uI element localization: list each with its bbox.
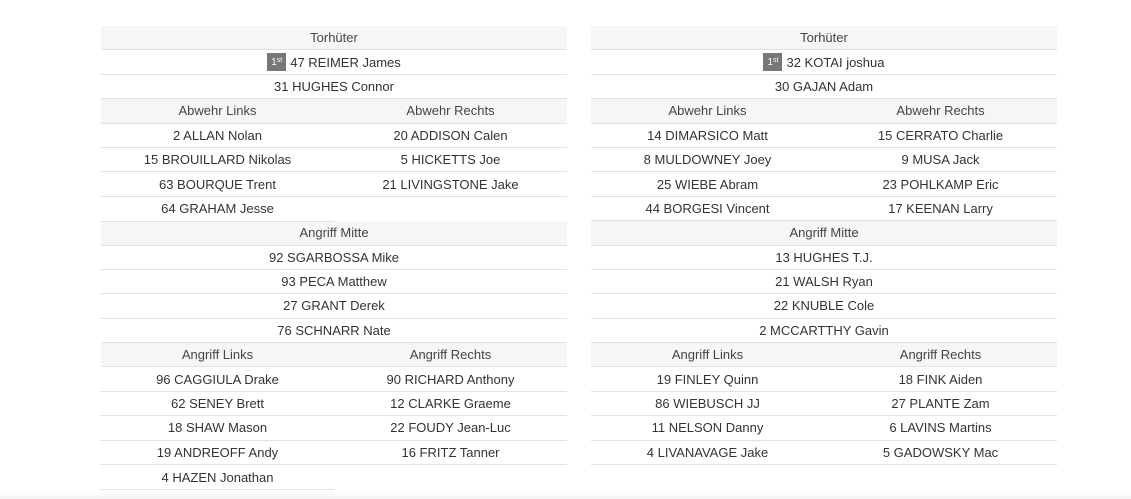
defense-left-header: Abwehr Links: [178, 103, 257, 119]
center-row: [101, 270, 567, 294]
player-name[interactable]: 86 WIEBUSCH JJ: [655, 396, 760, 412]
player-name[interactable]: 32 KOTAI joshua: [786, 54, 885, 70]
defense-right-header: Abwehr Rechts: [896, 103, 985, 119]
player-name[interactable]: 25 WIEBE Abram: [656, 176, 759, 192]
defense-row: [101, 172, 567, 196]
starter-badge: 1 $^{st}$: [763, 53, 782, 71]
player-name[interactable]: 27 GRANT Derek: [283, 298, 385, 314]
center-row: [591, 246, 1057, 270]
player-name[interactable]: 6 LAVINS Martins: [889, 420, 992, 436]
player-name[interactable]: 92 SGARBOSSA Mike: [268, 249, 400, 265]
player-name[interactable]: 2 MCCARTTHY Gavin: [759, 322, 889, 338]
defense-header-row: [591, 99, 1057, 123]
player-name[interactable]: 4 LIVANAVAGE Jake: [646, 444, 769, 460]
center-row: [591, 319, 1057, 343]
player-name[interactable]: 30 GAJAN Adam: [774, 78, 874, 94]
player-name[interactable]: 15 CERRATO Charlie: [877, 127, 1004, 143]
player-name[interactable]: 18 FINK Aiden: [898, 371, 983, 387]
player-name[interactable]: 90 RICHARD Anthony: [386, 371, 515, 387]
player-name[interactable]: 63 BOURQUE Trent: [158, 176, 277, 192]
player-name[interactable]: 4 HAZEN Jonathan: [101, 465, 334, 490]
player-name[interactable]: 9 MUSA Jack: [901, 152, 980, 168]
team-lineup-left: [101, 26, 567, 489]
defense-row: [591, 197, 1057, 221]
defense-row: [591, 148, 1057, 172]
player-name[interactable]: 23 POHLKAMP Eric: [882, 176, 999, 192]
player-name[interactable]: 21 LIVINGSTONE Jake: [382, 176, 519, 192]
center-row: [101, 246, 567, 270]
player-name[interactable]: 64 GRAHAM Jesse: [101, 197, 334, 222]
defense-row: [101, 124, 567, 148]
empty-slot: [334, 197, 567, 221]
defense-left-header: Abwehr Links: [668, 103, 747, 119]
forward-row: [101, 416, 567, 440]
forward-row: [101, 367, 567, 391]
center-header-row: [101, 221, 567, 245]
forward-right-header: Angriff Rechts: [899, 347, 982, 363]
player-name[interactable]: 2 ALLAN Nolan: [173, 127, 262, 143]
goalie-header: Torhüter: [310, 30, 358, 46]
forward-header-row: [101, 343, 567, 367]
player-name[interactable]: 17 KEENAN Larry: [888, 200, 993, 216]
goalie-row: [591, 75, 1057, 99]
forward-left-header: Angriff Links: [671, 347, 744, 363]
player-name[interactable]: 16 FRITZ Tanner: [401, 444, 500, 460]
goalie-row: [101, 75, 567, 99]
forward-header-row: [591, 343, 1057, 367]
player-name[interactable]: 8 MULDOWNEY Joey: [643, 152, 772, 168]
forward-row: [101, 465, 567, 489]
defense-row: [591, 124, 1057, 148]
forward-row: [591, 441, 1057, 465]
player-name[interactable]: 47 REIMER James: [290, 54, 401, 70]
player-name[interactable]: 22 FOUDY Jean-Luc: [390, 420, 511, 436]
player-name[interactable]: 5 GADOWSKY Mac: [882, 444, 999, 460]
center-header-row: [591, 221, 1057, 245]
defense-right-header: Abwehr Rechts: [406, 103, 495, 119]
team-lineup-right: [591, 26, 1057, 465]
goalie-starter[interactable]: [101, 50, 567, 73]
defense-row: [591, 172, 1057, 196]
player-name[interactable]: 14 DIMARSICO Matt: [647, 127, 768, 143]
forward-row: [591, 367, 1057, 391]
player-name[interactable]: 20 ADDISON Calen: [393, 127, 508, 143]
player-name[interactable]: 31 HUGHES Connor: [274, 78, 394, 94]
center-row: [101, 319, 567, 343]
player-name[interactable]: 5 HICKETTS Joe: [400, 152, 501, 168]
goalie-header-row: [101, 26, 567, 50]
defense-header-row: [101, 99, 567, 123]
player-name[interactable]: 96 CAGGIULA Drake: [156, 371, 279, 387]
player-name[interactable]: 12 CLARKE Graeme: [390, 396, 511, 412]
player-name[interactable]: 44 BORGESI Vincent: [645, 200, 770, 216]
defense-row: [101, 197, 567, 221]
player-name[interactable]: 62 SENEY Brett: [171, 396, 264, 412]
player-name[interactable]: 76 SCHNARR Nate: [277, 322, 391, 338]
empty-slot: [334, 465, 567, 489]
player-name[interactable]: 93 PECA Matthew: [281, 274, 387, 290]
player-name[interactable]: 22 KNUBLE Cole: [773, 298, 875, 314]
forward-row: [101, 392, 567, 416]
center-row: [591, 294, 1057, 318]
forward-row: [101, 441, 567, 465]
forward-left-header: Angriff Links: [181, 347, 254, 363]
player-name[interactable]: 21 WALSH Ryan: [775, 274, 873, 290]
defense-row: [101, 148, 567, 172]
goalie-starter[interactable]: [591, 50, 1057, 73]
player-name[interactable]: 19 ANDREOFF Andy: [156, 444, 279, 460]
player-name[interactable]: 11 NELSON Danny: [651, 420, 764, 436]
page-bottom-edge: [0, 491, 1131, 499]
goalie-row: [101, 50, 567, 74]
center-header: Angriff Mitte: [299, 225, 369, 241]
forward-row: [591, 392, 1057, 416]
player-name[interactable]: 18 SHAW Mason: [167, 420, 268, 436]
goalie-header: Torhüter: [800, 30, 848, 46]
center-row: [591, 270, 1057, 294]
player-name[interactable]: 27 PLANTE Zam: [891, 396, 990, 412]
player-name[interactable]: 13 HUGHES T.J.: [775, 249, 873, 265]
starter-badge: 1 $^{st}$: [267, 53, 286, 71]
player-name[interactable]: 19 FINLEY Quinn: [656, 371, 759, 387]
center-header: Angriff Mitte: [789, 225, 859, 241]
player-name[interactable]: 15 BROUILLARD Nikolas: [143, 152, 292, 168]
goalie-row: [591, 50, 1057, 74]
goalie-header-row: [591, 26, 1057, 50]
center-row: [101, 294, 567, 318]
forward-right-header: Angriff Rechts: [409, 347, 492, 363]
forward-row: [591, 416, 1057, 440]
